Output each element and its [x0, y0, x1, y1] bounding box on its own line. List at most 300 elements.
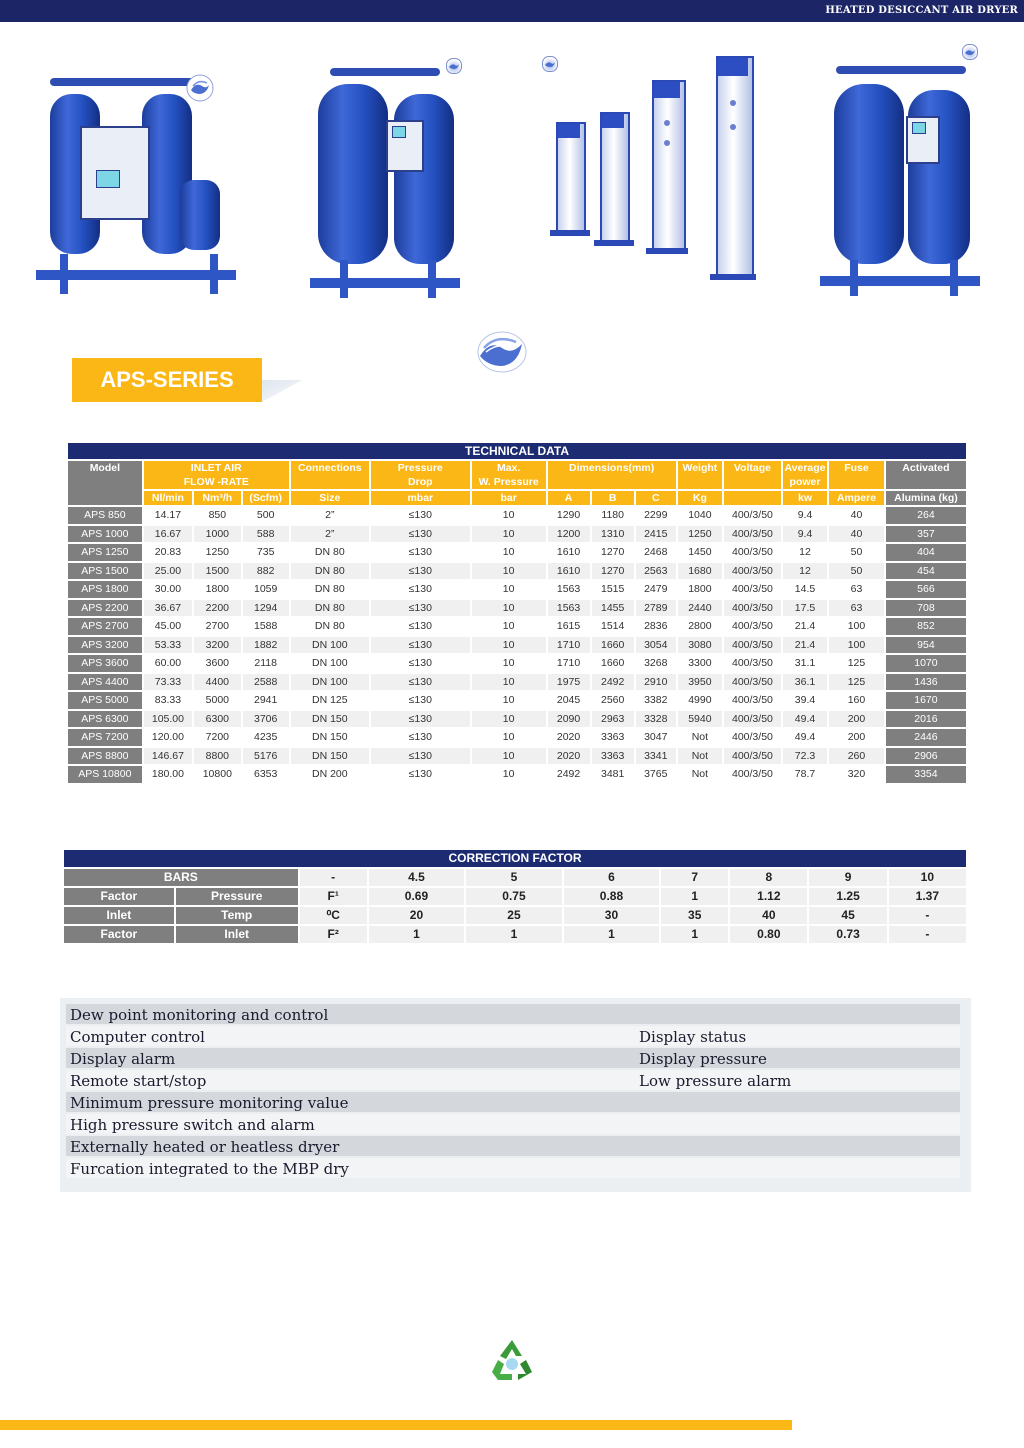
cell-weight: 1450 — [678, 544, 722, 561]
cell-pressure-drop: ≤130 — [371, 637, 470, 654]
cell-max-pressure: 10 — [472, 692, 546, 709]
bars-value: 10 — [889, 869, 966, 886]
banner-shadow — [262, 380, 302, 402]
cell-average-power: 21.4 — [783, 618, 827, 635]
pressure-factor-value: 0.75 — [466, 888, 562, 905]
header-bar — [0, 0, 1024, 22]
header-dimensions: Dimensions(mm) — [548, 461, 676, 489]
cell-flow-nlmin: 180.00 — [144, 766, 192, 783]
inlet-factor-value: 1 — [369, 926, 465, 943]
tank-left — [834, 84, 904, 264]
feature-row — [66, 1048, 960, 1068]
inlet-row-sublabel: Inlet — [176, 926, 298, 943]
leg — [850, 260, 858, 296]
cell-flow-nlmin: 30.00 — [144, 581, 192, 598]
cell-max-pressure: 10 — [472, 563, 546, 580]
cell-max-pressure: 10 — [472, 729, 546, 746]
features-list — [60, 998, 971, 1192]
unit-dim-c: C — [636, 491, 676, 505]
cell-flow-scfm: 2588 — [243, 674, 289, 691]
cell-pressure-drop: ≤130 — [371, 674, 470, 691]
cell-alumina: 954 — [886, 637, 966, 654]
table-row — [68, 766, 966, 783]
cell-fuse: 40 — [829, 507, 884, 524]
table-body — [68, 507, 966, 783]
cell-model: APS 850 — [68, 507, 142, 524]
cell-average-power: 36.1 — [783, 674, 827, 691]
cell-flow-scfm: 500 — [243, 507, 289, 524]
cell-voltage: 400/3/50 — [724, 600, 781, 617]
cell-flow-nlmin: 83.33 — [144, 692, 192, 709]
feature-left: Dew point monitoring and control — [70, 1006, 329, 1024]
cell-dim-a: 1200 — [548, 526, 590, 543]
correction-title: CORRECTION FACTOR — [64, 850, 966, 867]
feature-right: Low pressure alarm — [639, 1072, 792, 1090]
unit-nlmin: Nl/min — [144, 491, 192, 505]
feature-left: Minimum pressure monitoring value — [70, 1094, 349, 1112]
temp-value: - — [889, 907, 966, 924]
temp-value: 35 — [661, 907, 728, 924]
cell-dim-b: 2492 — [592, 674, 634, 691]
cell-model: APS 1000 — [68, 526, 142, 543]
cell-model: APS 3600 — [68, 655, 142, 672]
cell-pressure-drop: ≤130 — [371, 655, 470, 672]
cell-voltage: 400/3/50 — [724, 507, 781, 524]
unit-size: Size — [291, 491, 369, 505]
cell-connection-size: DN 80 — [291, 563, 369, 580]
cell-flow-scfm: 1294 — [243, 600, 289, 617]
table-row — [64, 888, 966, 905]
cell-voltage: 400/3/50 — [724, 766, 781, 783]
feature-left: Computer control — [70, 1028, 205, 1046]
cell-alumina: 566 — [886, 581, 966, 598]
unit-bar: bar — [472, 491, 546, 505]
cell-model: APS 1250 — [68, 544, 142, 561]
cell-voltage: 400/3/50 — [724, 618, 781, 635]
header-connections: Connections — [291, 461, 369, 489]
header-pressure-drop: Pressure Drop — [371, 461, 470, 489]
feature-left: Remote start/stop — [70, 1072, 207, 1090]
cell-dim-b: 1455 — [592, 600, 634, 617]
cell-flow-nlmin: 73.33 — [144, 674, 192, 691]
modular-unit-large — [652, 80, 686, 254]
series-banner — [72, 358, 262, 402]
cell-flow-nm3h: 3600 — [194, 655, 240, 672]
temp-value: 20 — [369, 907, 465, 924]
cell-dim-b: 3363 — [592, 748, 634, 765]
cell-fuse: 50 — [829, 563, 884, 580]
cell-dim-c: 3341 — [636, 748, 676, 765]
cell-flow-nm3h: 8800 — [194, 748, 240, 765]
cell-max-pressure: 10 — [472, 674, 546, 691]
cell-weight: Not — [678, 766, 722, 783]
cell-pressure-drop: ≤130 — [371, 544, 470, 561]
cell-model: APS 6300 — [68, 711, 142, 728]
cell-voltage: 400/3/50 — [724, 711, 781, 728]
cell-flow-nlmin: 105.00 — [144, 711, 192, 728]
control-screen — [912, 122, 926, 134]
cell-fuse: 63 — [829, 600, 884, 617]
technical-data-table — [66, 441, 968, 785]
inlet-row-symbol: F² — [300, 926, 367, 943]
cell-weight: 2440 — [678, 600, 722, 617]
cell-flow-nm3h: 3200 — [194, 637, 240, 654]
bars-value: 5 — [466, 869, 562, 886]
cell-dim-c: 2468 — [636, 544, 676, 561]
inlet-factor-value: - — [889, 926, 966, 943]
table-row — [68, 655, 966, 672]
cell-dim-a: 2045 — [548, 692, 590, 709]
cell-dim-b: 1515 — [592, 581, 634, 598]
cell-flow-nm3h: 2700 — [194, 618, 240, 635]
cell-dim-a: 1610 — [548, 563, 590, 580]
unit-foot — [710, 274, 756, 280]
indicator — [664, 120, 670, 126]
cell-alumina: 2446 — [886, 729, 966, 746]
leg — [60, 254, 68, 294]
cell-max-pressure: 10 — [472, 544, 546, 561]
cell-alumina: 1436 — [886, 674, 966, 691]
feature-left: High pressure switch and alarm — [70, 1116, 315, 1134]
unit-dim-a: A — [548, 491, 590, 505]
unit-voltage — [724, 491, 781, 505]
product-image-twin-tower — [310, 60, 460, 300]
cell-average-power: 21.4 — [783, 637, 827, 654]
cell-alumina: 852 — [886, 618, 966, 635]
cell-max-pressure: 10 — [472, 748, 546, 765]
cell-model: APS 8800 — [68, 748, 142, 765]
pipe — [330, 68, 440, 76]
table-row — [68, 581, 966, 598]
cell-flow-scfm: 588 — [243, 526, 289, 543]
unit-foot — [646, 248, 688, 254]
bars-value: 4.5 — [369, 869, 465, 886]
feature-row — [66, 1092, 960, 1112]
cell-dim-b: 1270 — [592, 544, 634, 561]
cell-weight: 4990 — [678, 692, 722, 709]
temp-value: 40 — [730, 907, 807, 924]
indicator — [730, 124, 736, 130]
cell-max-pressure: 10 — [472, 711, 546, 728]
cell-dim-c: 3054 — [636, 637, 676, 654]
feature-left: Furcation integrated to the MBP dry — [70, 1160, 349, 1178]
cell-flow-nm3h: 6300 — [194, 711, 240, 728]
cell-max-pressure: 10 — [472, 766, 546, 783]
cell-connection-size: DN 80 — [291, 544, 369, 561]
cell-weight: 3300 — [678, 655, 722, 672]
cell-voltage: 400/3/50 — [724, 581, 781, 598]
leg — [428, 260, 436, 298]
cell-pressure-drop: ≤130 — [371, 766, 470, 783]
cell-fuse: 125 — [829, 674, 884, 691]
unit-ampere: Ampere — [829, 491, 884, 505]
cell-pressure-drop: ≤130 — [371, 748, 470, 765]
cell-pressure-drop: ≤130 — [371, 711, 470, 728]
cell-weight: 1040 — [678, 507, 722, 524]
cell-voltage: 400/3/50 — [724, 729, 781, 746]
cell-average-power: 12 — [783, 563, 827, 580]
feature-row — [66, 1004, 960, 1024]
temp-row-label: Inlet — [64, 907, 174, 924]
pipe — [836, 66, 966, 74]
cell-flow-nlmin: 20.83 — [144, 544, 192, 561]
table-row — [68, 748, 966, 765]
cell-pressure-drop: ≤130 — [371, 507, 470, 524]
header-activated: Activated — [886, 461, 966, 489]
cell-pressure-drop: ≤130 — [371, 692, 470, 709]
table-row — [68, 711, 966, 728]
cell-dim-b: 3363 — [592, 729, 634, 746]
cell-model: APS 1500 — [68, 563, 142, 580]
feature-row — [66, 1026, 960, 1046]
cell-dim-a: 2020 — [548, 729, 590, 746]
pressure-factor-value: 1.12 — [730, 888, 807, 905]
temp-value: 25 — [466, 907, 562, 924]
cell-fuse: 50 — [829, 544, 884, 561]
table-row — [68, 729, 966, 746]
pressure-factor-value: 0.88 — [564, 888, 660, 905]
aps-air-logo-icon — [186, 74, 214, 102]
pressure-factor-value: 1.37 — [889, 888, 966, 905]
cell-weight: Not — [678, 748, 722, 765]
cell-dim-c: 2836 — [636, 618, 676, 635]
feature-row — [66, 1158, 960, 1178]
inlet-factor-value: 0.80 — [730, 926, 807, 943]
cell-weight: 1250 — [678, 526, 722, 543]
recycle-icon — [488, 1336, 536, 1384]
cell-voltage: 400/3/50 — [724, 544, 781, 561]
aps-air-logo-icon — [542, 56, 558, 72]
cell-voltage: 400/3/50 — [724, 655, 781, 672]
cell-flow-scfm: 882 — [243, 563, 289, 580]
cell-dim-b: 1660 — [592, 655, 634, 672]
header-weight: Weight — [678, 461, 722, 489]
inlet-row-label: Factor — [64, 926, 174, 943]
unit-mbar: mbar — [371, 491, 470, 505]
table-row — [68, 563, 966, 580]
cell-average-power: 31.1 — [783, 655, 827, 672]
cell-weight: 1680 — [678, 563, 722, 580]
cell-alumina: 1070 — [886, 655, 966, 672]
bars-value: 9 — [809, 869, 886, 886]
feature-left: Externally heated or heatless dryer — [70, 1138, 340, 1156]
table-row — [68, 618, 966, 635]
cell-pressure-drop: ≤130 — [371, 729, 470, 746]
cell-max-pressure: 10 — [472, 655, 546, 672]
leg — [340, 260, 348, 298]
cell-weight: 3080 — [678, 637, 722, 654]
leg — [950, 260, 958, 296]
cell-dim-c: 2563 — [636, 563, 676, 580]
product-image-twin-tower-large — [820, 60, 980, 300]
cell-fuse: 100 — [829, 637, 884, 654]
cell-connection-size: DN 80 — [291, 618, 369, 635]
product-image-modular-dryers — [540, 50, 780, 300]
unit-scfm: (Scfm) — [243, 491, 289, 505]
cell-max-pressure: 10 — [472, 618, 546, 635]
cell-weight: 3950 — [678, 674, 722, 691]
cell-flow-nm3h: 1500 — [194, 563, 240, 580]
cell-fuse: 200 — [829, 711, 884, 728]
cell-dim-a: 1610 — [548, 544, 590, 561]
cell-weight: 1800 — [678, 581, 722, 598]
header-voltage: Voltage — [724, 461, 781, 489]
cell-dim-b: 1180 — [592, 507, 634, 524]
cell-dim-a: 1975 — [548, 674, 590, 691]
cell-connection-size: DN 150 — [291, 711, 369, 728]
cell-flow-nm3h: 4400 — [194, 674, 240, 691]
feature-row — [66, 1136, 960, 1156]
cell-connection-size: DN 100 — [291, 674, 369, 691]
cell-dim-b: 3481 — [592, 766, 634, 783]
inlet-factor-value: 0.73 — [809, 926, 886, 943]
cell-flow-nlmin: 60.00 — [144, 655, 192, 672]
unit-alumina: Alumina (kg) — [886, 491, 966, 505]
inlet-factor-value: 1 — [466, 926, 562, 943]
temp-value: 30 — [564, 907, 660, 924]
cell-max-pressure: 10 — [472, 507, 546, 524]
cell-dim-c: 2910 — [636, 674, 676, 691]
modular-unit-small — [556, 122, 586, 236]
leg — [210, 254, 218, 294]
cell-flow-scfm: 2118 — [243, 655, 289, 672]
cell-flow-nlmin: 14.17 — [144, 507, 192, 524]
cell-alumina: 2016 — [886, 711, 966, 728]
table-title: TECHNICAL DATA — [68, 443, 966, 459]
cell-model: APS 2700 — [68, 618, 142, 635]
cell-flow-scfm: 4235 — [243, 729, 289, 746]
table-row — [64, 926, 966, 943]
cell-flow-nlmin: 25.00 — [144, 563, 192, 580]
aps-air-logo-icon — [962, 44, 978, 60]
cell-dim-a: 1615 — [548, 618, 590, 635]
cell-fuse: 63 — [829, 581, 884, 598]
correction-factor-table — [62, 848, 968, 945]
cell-dim-a: 1563 — [548, 600, 590, 617]
aps-air-logo-icon — [472, 328, 532, 380]
cell-dim-b: 2560 — [592, 692, 634, 709]
table-row — [68, 507, 966, 524]
cell-average-power: 39.4 — [783, 692, 827, 709]
cell-connection-size: DN 150 — [291, 748, 369, 765]
table-row — [68, 600, 966, 617]
cell-dim-c: 3328 — [636, 711, 676, 728]
feature-row — [66, 1070, 960, 1090]
temp-row-sublabel: Temp — [176, 907, 298, 924]
cell-model: APS 4400 — [68, 674, 142, 691]
cell-dim-a: 2492 — [548, 766, 590, 783]
cell-flow-nm3h: 1250 — [194, 544, 240, 561]
feature-left: Display alarm — [70, 1050, 176, 1068]
cell-max-pressure: 10 — [472, 526, 546, 543]
header-average-power: Average power — [784, 462, 826, 488]
cell-dim-c: 2299 — [636, 507, 676, 524]
pressure-factor-value: 1 — [661, 888, 728, 905]
cell-connection-size: DN 200 — [291, 766, 369, 783]
cell-fuse: 320 — [829, 766, 884, 783]
indicator — [730, 100, 736, 106]
cell-pressure-drop: ≤130 — [371, 563, 470, 580]
feature-row — [66, 1114, 960, 1134]
cell-average-power: 9.4 — [783, 507, 827, 524]
cell-max-pressure: 10 — [472, 600, 546, 617]
cell-flow-nm3h: 1000 — [194, 526, 240, 543]
cell-flow-scfm: 6353 — [243, 766, 289, 783]
cell-connection-size: DN 150 — [291, 729, 369, 746]
bars-label: BARS — [64, 869, 298, 886]
cell-flow-scfm: 3706 — [243, 711, 289, 728]
cell-pressure-drop: ≤130 — [371, 526, 470, 543]
cell-average-power: 72.3 — [783, 748, 827, 765]
header-fuse: Fuse — [829, 461, 884, 489]
cell-flow-nm3h: 5000 — [194, 692, 240, 709]
unit-kw: kw — [783, 491, 827, 505]
feature-right: Display status — [639, 1028, 747, 1046]
cell-dim-c: 3268 — [636, 655, 676, 672]
cell-voltage: 400/3/50 — [724, 692, 781, 709]
cell-connection-size: DN 125 — [291, 692, 369, 709]
cell-flow-nm3h: 7200 — [194, 729, 240, 746]
header-inlet-air: INLET AIR FLOW -RATE — [144, 461, 289, 489]
bars-symbol: - — [300, 869, 367, 886]
cell-alumina: 357 — [886, 526, 966, 543]
cell-dim-b: 1514 — [592, 618, 634, 635]
cell-average-power: 12 — [783, 544, 827, 561]
header-max-pressure: Max. W. Pressure — [472, 461, 546, 489]
cell-flow-scfm: 1882 — [243, 637, 289, 654]
unit-kg: Kg — [678, 491, 722, 505]
tank-left — [318, 84, 388, 264]
cell-flow-nlmin: 146.67 — [144, 748, 192, 765]
cell-model: APS 10800 — [68, 766, 142, 783]
temp-value: 45 — [809, 907, 886, 924]
cell-average-power: 14.5 — [783, 581, 827, 598]
cell-model: APS 1800 — [68, 581, 142, 598]
cell-average-power: 78.7 — [783, 766, 827, 783]
cell-dim-a: 1710 — [548, 637, 590, 654]
cell-fuse: 100 — [829, 618, 884, 635]
cell-dim-c: 2415 — [636, 526, 676, 543]
cell-dim-c: 2789 — [636, 600, 676, 617]
cell-dim-a: 1563 — [548, 581, 590, 598]
pressure-row-sublabel: Pressure — [176, 888, 298, 905]
pressure-factor-value: 0.69 — [369, 888, 465, 905]
cell-dim-c: 2479 — [636, 581, 676, 598]
cell-fuse: 125 — [829, 655, 884, 672]
cell-model: APS 7200 — [68, 729, 142, 746]
modular-unit-xlarge — [716, 56, 754, 280]
cell-dim-b: 1660 — [592, 637, 634, 654]
cell-flow-nm3h: 1800 — [194, 581, 240, 598]
cell-alumina: 404 — [886, 544, 966, 561]
table-row — [68, 674, 966, 691]
cell-fuse: 200 — [829, 729, 884, 746]
cell-average-power: 9.4 — [783, 526, 827, 543]
cell-voltage: 400/3/50 — [724, 526, 781, 543]
table-row — [64, 907, 966, 924]
cell-model: APS 5000 — [68, 692, 142, 709]
feature-right: Display pressure — [639, 1050, 767, 1068]
cell-flow-scfm: 2941 — [243, 692, 289, 709]
cell-connection-size: DN 100 — [291, 655, 369, 672]
bars-value: 8 — [730, 869, 807, 886]
cell-connection-size: DN 80 — [291, 600, 369, 617]
unit-foot — [550, 230, 590, 236]
pressure-row-symbol: F¹ — [300, 888, 367, 905]
cell-alumina: 264 — [886, 507, 966, 524]
cell-dim-a: 2020 — [548, 748, 590, 765]
cell-fuse: 40 — [829, 526, 884, 543]
